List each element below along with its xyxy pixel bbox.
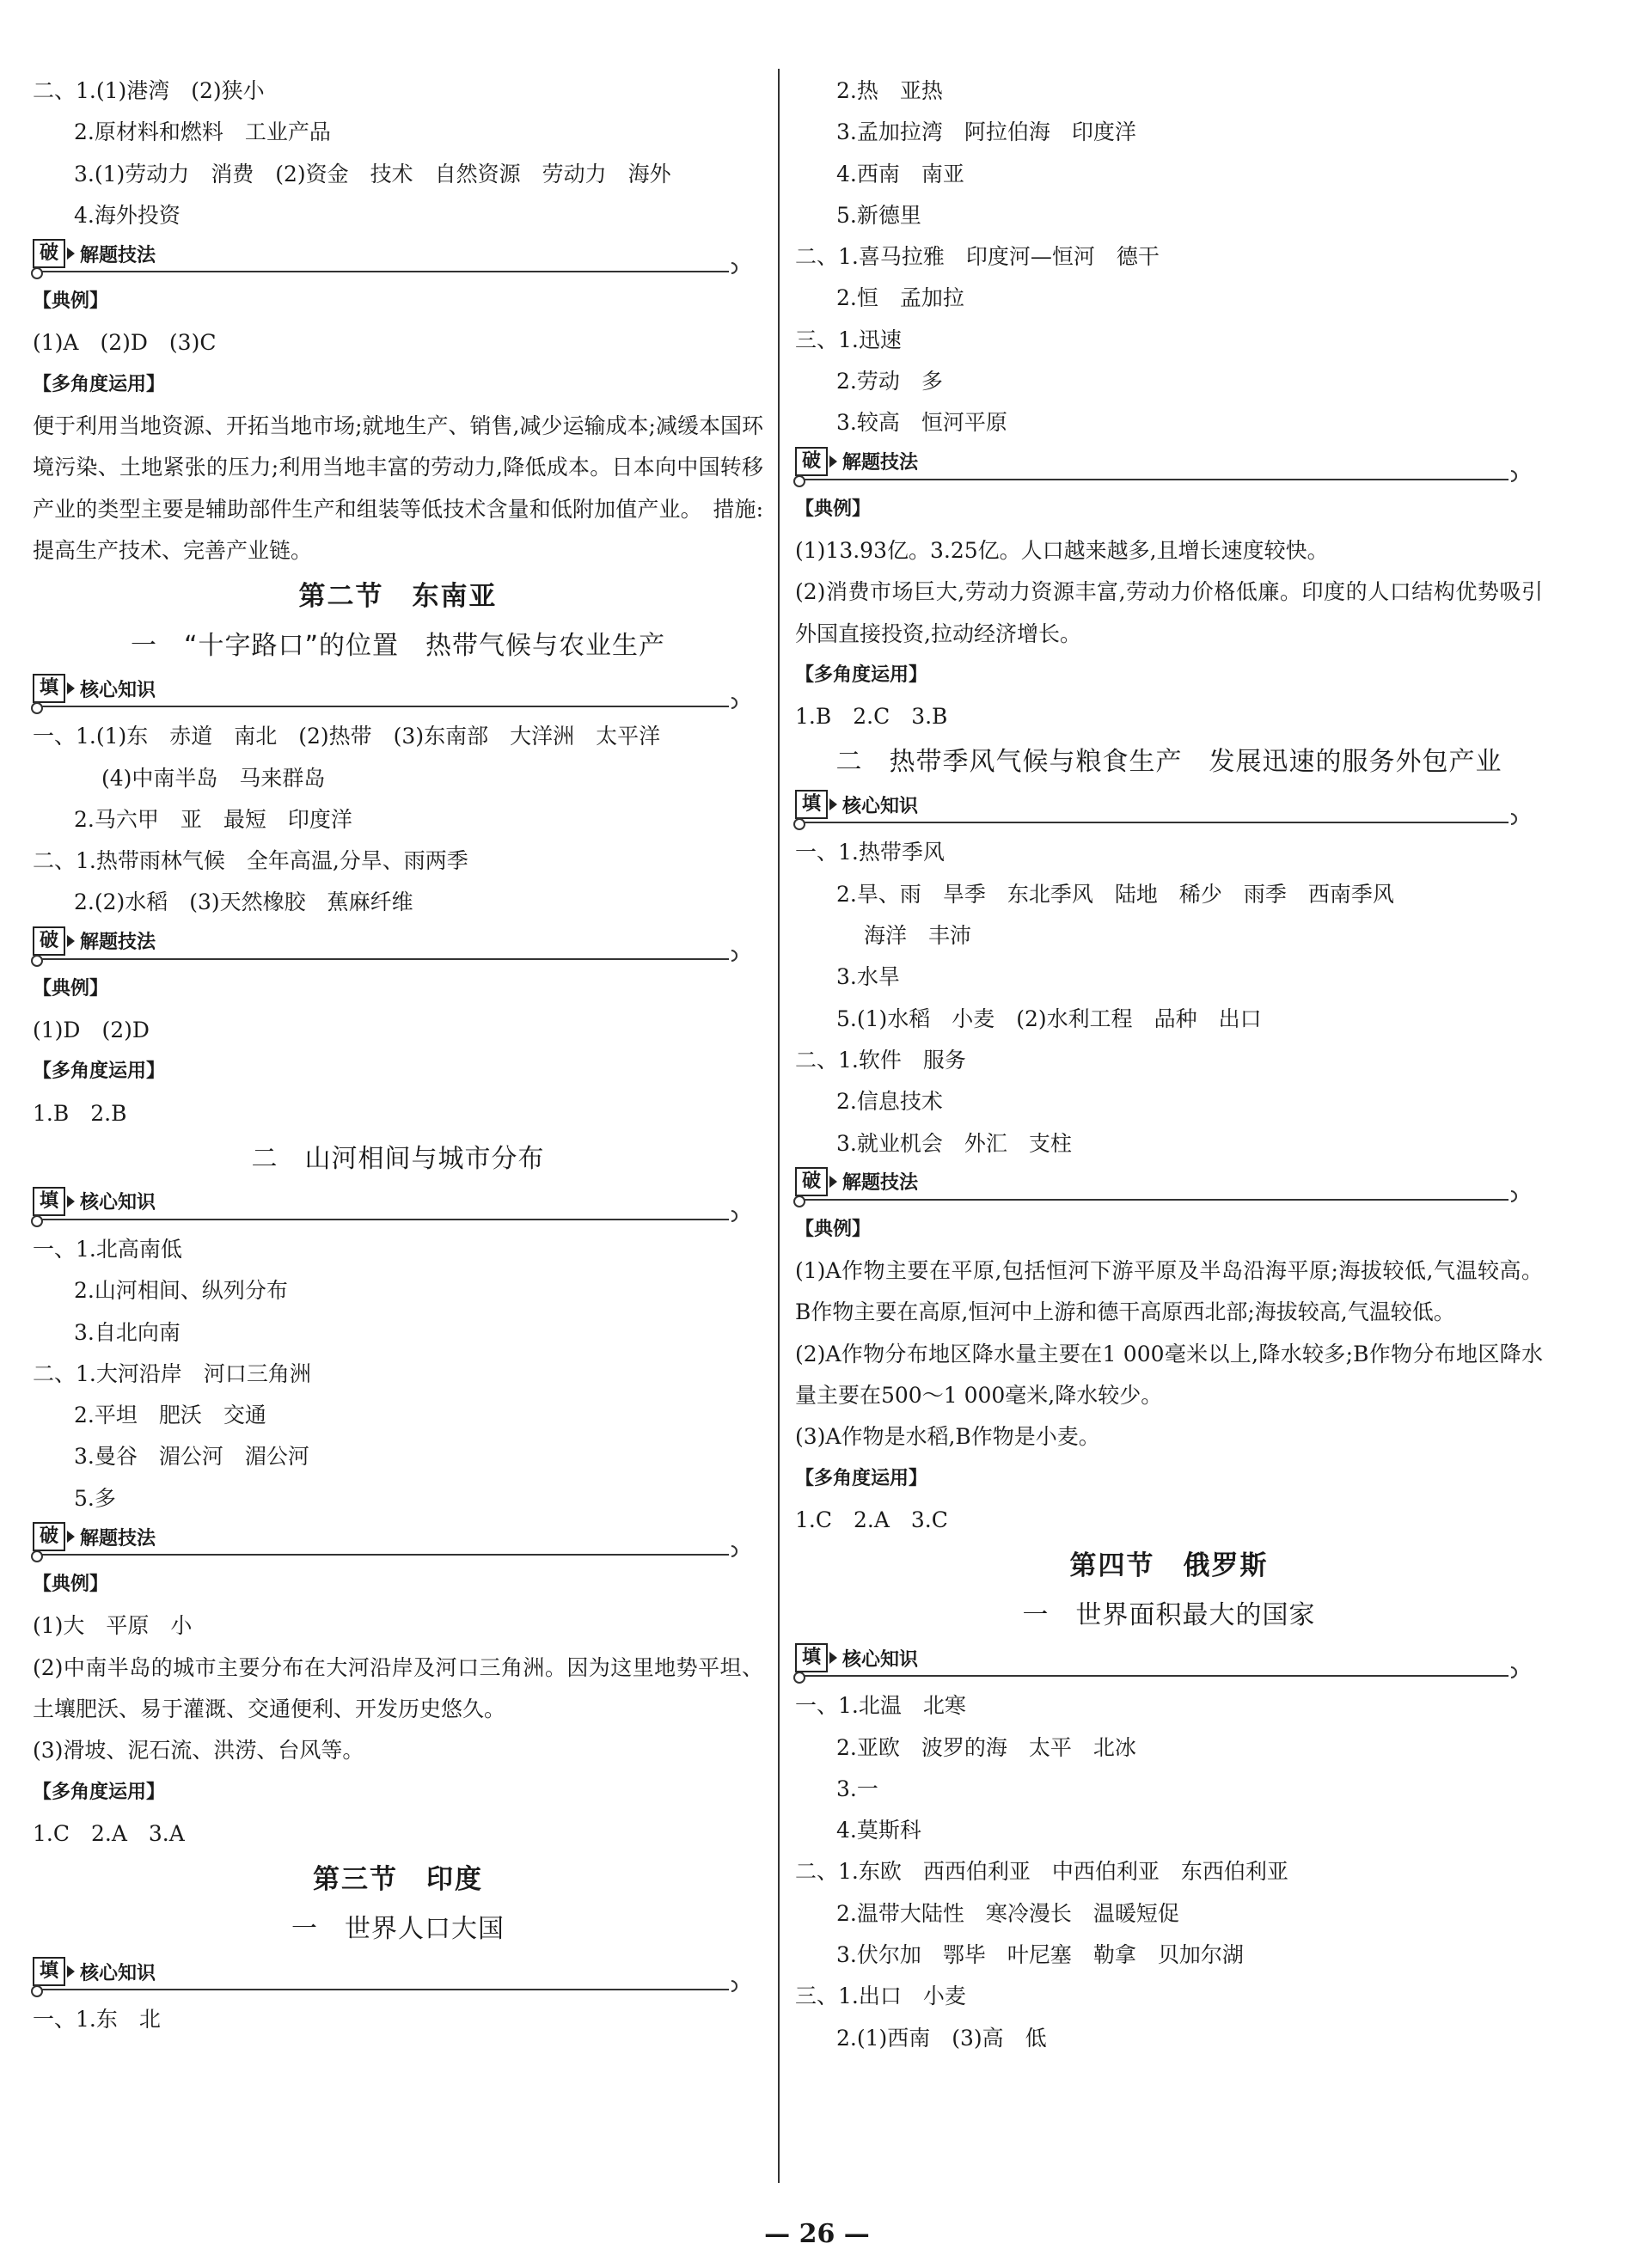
section-bar-knowledge	[795, 787, 1543, 832]
answer-line: 2.(2)水稻 (3)天然橡胶 蕉麻纤维	[74, 889, 413, 915]
section-bar-solving	[795, 1165, 1543, 1209]
answer-line: 1.B 2.C 3.B	[795, 704, 948, 730]
answer-paragraph: (2)A作物分布地区降水量主要在1 000毫米以上,降水较多;B作物分布地区降水量主要在500～1 000毫米,降水较少。	[795, 1341, 1543, 1409]
bar-title: 核心知识	[80, 679, 156, 701]
bar-tag: 破	[795, 447, 828, 476]
section-bar-solving	[33, 924, 763, 969]
answer-line: 2.劳动 多	[836, 369, 943, 394]
answer-line: (3)滑坡、泥石流、洪涝、台风等。	[33, 1738, 364, 1764]
answer-line: 3.一	[836, 1776, 878, 1801]
bar-tag: 填	[795, 1643, 828, 1672]
answer-line: 二、1.(1)港湾 (2)狭小	[33, 78, 265, 103]
decorative-rule	[33, 958, 729, 960]
arrow-icon	[829, 455, 837, 468]
answer-line: 2.马六甲 亚 最短 印度洋	[74, 806, 352, 832]
arrow-icon	[829, 1652, 837, 1664]
answer-line: 2.旱、雨 旱季 东北季风 陆地 稀少 雨季 西南季风	[836, 881, 1394, 907]
bar-title: 核心知识	[842, 795, 919, 817]
bar-tag: 破	[795, 1167, 828, 1196]
subsection-title: 二 热带季风气候与粮食生产 发展迅速的服务外包产业	[835, 747, 1502, 778]
answer-line: 一、1.(1)东 赤道 南北 (2)热带 (3)东南部 大洋洲 太平洋	[33, 724, 661, 749]
answer-line: 5.多	[74, 1485, 116, 1511]
section-bar-knowledge	[33, 1954, 763, 1999]
section-bar-knowledge	[33, 671, 763, 716]
answer-line: 海洋 丰沛	[864, 923, 972, 949]
answer-line: (1)A (2)D (3)C	[33, 330, 217, 356]
answer-line: 1.C 2.A 3.A	[33, 1820, 185, 1846]
decorative-rule	[33, 1219, 729, 1220]
answer-line: 3.伏尔加 鄂毕 叶尼塞 勒拿 贝加尔湖	[836, 1941, 1244, 1967]
bar-title: 核心知识	[842, 1648, 919, 1671]
section-bar-solving	[33, 1519, 763, 1564]
subsection-title: 一 “十字路口”的位置 热带气候与农业生产	[130, 631, 666, 662]
bar-tag: 破	[33, 926, 65, 956]
decorative-rule	[795, 1675, 1509, 1677]
multi-angle-label: 【多角度运用】	[33, 373, 166, 395]
example-label: 【典例】	[795, 1218, 872, 1240]
answer-line: 3.孟加拉湾 阿拉伯海 印度洋	[836, 119, 1136, 145]
answer-line: 4.西南 南亚	[836, 161, 964, 186]
answer-line: 一、1.北高南低	[33, 1236, 182, 1262]
answer-line: 3.水旱	[836, 964, 900, 990]
answer-line: 3.较高 恒河平原	[836, 410, 1007, 436]
decorative-rule	[33, 706, 729, 707]
answer-line: 二、1.喜马拉雅 印度河—恒河 德干	[795, 244, 1160, 270]
answer-line: 2.温带大陆性 寒冷漫长 温暖短促	[836, 1900, 1179, 1926]
column-divider	[778, 69, 780, 2183]
section-bar-solving	[795, 444, 1543, 489]
example-label: 【典例】	[33, 977, 109, 1000]
bar-tag: 填	[795, 790, 828, 819]
answer-line: 2.热 亚热	[836, 78, 943, 103]
section-title: 第四节 俄罗斯	[1069, 1550, 1269, 1582]
arrow-icon	[67, 1195, 75, 1207]
bar-title: 核心知识	[80, 1192, 156, 1214]
decorative-rule	[33, 271, 729, 272]
bar-title: 核心知识	[80, 1962, 156, 1984]
subsection-title: 一 世界人口大国	[291, 1914, 505, 1945]
section-bar-solving	[33, 236, 763, 281]
answer-line: 2.信息技术	[836, 1089, 943, 1115]
answer-line: 2.原材料和燃料 工业产品	[74, 119, 331, 145]
answer-line: 三、1.出口 小麦	[795, 1984, 966, 2009]
multi-angle-label: 【多角度运用】	[795, 1467, 928, 1489]
answer-line: 3.(1)劳动力 消费 (2)资金 技术 自然资源 劳动力 海外	[74, 161, 671, 186]
bar-tag: 填	[33, 674, 65, 703]
answer-line: (3)A作物是水稻,B作物是小麦。	[795, 1424, 1100, 1450]
example-label: 【典例】	[795, 498, 872, 520]
answer-line: 1.C 2.A 3.C	[795, 1507, 948, 1532]
answer-line: 4.海外投资	[74, 202, 181, 228]
page-number: — 26 —	[764, 2219, 870, 2249]
example-label: 【典例】	[33, 290, 109, 313]
answer-line: 二、1.东欧 西西伯利亚 中西伯利亚 东西伯利亚	[795, 1859, 1288, 1885]
decorative-rule	[33, 1989, 729, 1990]
right-column	[795, 70, 1543, 2059]
arrow-icon	[67, 248, 75, 260]
answer-line: (4)中南半岛 马来群岛	[101, 765, 326, 791]
answer-line: 2.(1)西南 (3)高 低	[836, 2025, 1047, 2051]
answer-line: 二、1.大河沿岸 河口三角洲	[33, 1360, 311, 1386]
answer-paragraph: (2)消费市场巨大,劳动力资源丰富,劳动力价格低廉。印度的人口结构优势吸引外国直接投资,拉动经济增长。	[795, 579, 1543, 646]
section-title: 第三节 印度	[313, 1864, 483, 1896]
bar-tag: 填	[33, 1957, 65, 1986]
arrow-icon	[67, 935, 75, 947]
answer-line: 一、1.东 北	[33, 2007, 161, 2033]
answer-paragraph: (2)中南半岛的城市主要分布在大河沿岸及河口三角洲。因为这里地势平坦、土壤肥沃、易于灌溉、交通便利、开发历史悠久。	[33, 1654, 763, 1721]
section-title: 第二节 东南亚	[298, 581, 498, 613]
answer-line: 3.就业机会 外汇 支柱	[836, 1130, 1072, 1156]
bar-title: 解题技法	[80, 244, 156, 266]
answer-line: 3.自北向南	[74, 1319, 181, 1345]
arrow-icon	[67, 1531, 75, 1543]
multi-angle-label: 【多角度运用】	[33, 1781, 166, 1803]
decorative-rule	[33, 1554, 729, 1556]
bar-tag: 破	[33, 239, 65, 268]
answer-line: (1)大 平原 小	[33, 1613, 193, 1639]
answer-paragraph: 便于利用当地资源、开拓当地市场;就地生产、销售,减少运输成本;减缓本国环境污染、土地紧张的压力;利用当地丰富的劳动力,降低成本。日本向中国转移产业的类型主要是辅助部件生产和组装等低技术含量和低附加值产业。 措施:提高生产技术、完善产业链。	[33, 413, 763, 563]
bar-tag: 破	[33, 1522, 65, 1551]
multi-angle-label: 【多角度运用】	[795, 663, 928, 686]
subsection-title: 二 山河相间与城市分布	[251, 1143, 545, 1174]
answer-line: 1.B 2.B	[33, 1100, 127, 1126]
answer-line: 5.(1)水稻 小麦 (2)水利工程 品种 出口	[836, 1006, 1262, 1031]
answer-paragraph: (1)A作物主要在平原,包括恒河下游平原及半岛沿海平原;海拔较低,气温较高。B作物主要在高原,恒河中上游和德干高原西北部;海拔较高,气温较低。	[795, 1258, 1543, 1325]
arrow-icon	[829, 1176, 837, 1188]
bar-title: 解题技法	[80, 1527, 156, 1550]
answer-line: 2.山河相间、纵列分布	[74, 1278, 288, 1304]
answer-line: 5.新德里	[836, 202, 921, 228]
decorative-rule	[795, 479, 1509, 480]
answer-line: 3.曼谷 湄公河 湄公河	[74, 1444, 309, 1470]
answer-line: 一、1.北温 北寒	[795, 1693, 966, 1719]
answer-line: 三、1.迅速	[795, 327, 902, 352]
bar-title: 解题技法	[80, 932, 156, 954]
answer-line: 二、1.软件 服务	[795, 1047, 966, 1073]
bar-title: 解题技法	[842, 452, 919, 474]
answer-line: 2.平坦 肥沃 交通	[74, 1403, 266, 1428]
bar-title: 解题技法	[842, 1172, 919, 1195]
answer-line: (1)13.93亿。3.25亿。人口越来越多,且增长速度较快。	[795, 537, 1329, 563]
answer-line: 2.恒 孟加拉	[836, 285, 964, 311]
section-bar-knowledge	[795, 1641, 1543, 1685]
answer-line: 二、1.热带雨林气候 全年高温,分旱、雨两季	[33, 848, 468, 874]
bar-tag: 填	[33, 1187, 65, 1216]
multi-angle-label: 【多角度运用】	[33, 1061, 166, 1083]
left-column	[33, 70, 763, 2040]
decorative-rule	[795, 1199, 1509, 1201]
answer-line: 一、1.热带季风	[795, 840, 945, 865]
arrow-icon	[67, 1965, 75, 1978]
answer-line: 2.亚欧 波罗的海 太平 北冰	[836, 1734, 1136, 1760]
decorative-rule	[795, 822, 1509, 823]
section-bar-knowledge	[33, 1184, 763, 1229]
subsection-title: 一 世界面积最大的国家	[1022, 1600, 1316, 1631]
arrow-icon	[67, 682, 75, 694]
example-label: 【典例】	[33, 1574, 109, 1596]
arrow-icon	[829, 798, 837, 810]
answer-line: (1)D (2)D	[33, 1018, 150, 1043]
answer-line: 4.莫斯科	[836, 1818, 921, 1843]
